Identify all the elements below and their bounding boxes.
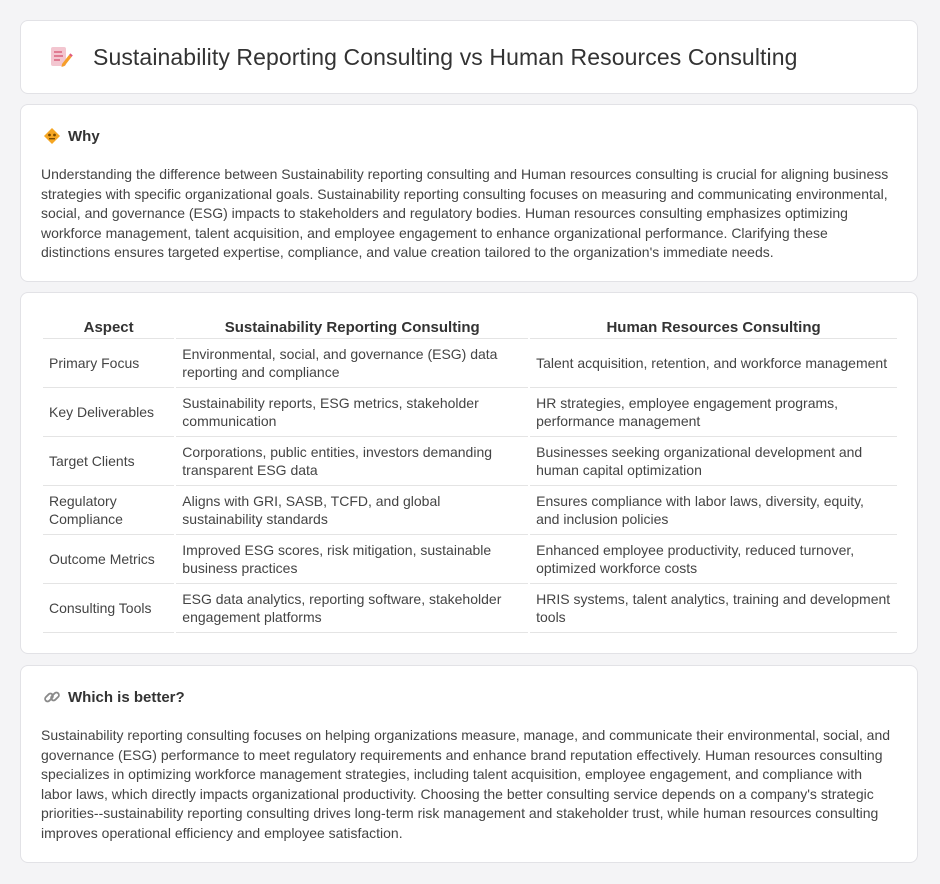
row-aspect: Consulting Tools [43, 584, 174, 633]
row-sustainability: Aligns with GRI, SASB, TCFD, and global sustainability standards [176, 486, 528, 535]
title-row [21, 21, 917, 93]
header-hr: Human Resources Consulting [530, 314, 897, 339]
row-sustainability: Sustainability reports, ESG metrics, stakeholder communication [176, 388, 528, 437]
row-hr: Talent acquisition, retention, and workforce management [530, 339, 897, 388]
better-heading [43, 688, 185, 706]
title-card [20, 20, 918, 94]
table-row [43, 339, 897, 388]
table-row [43, 535, 897, 584]
why-heading [43, 127, 100, 145]
row-hr: Businesses seeking organizational development and human capital optimization [530, 437, 897, 486]
why-text: Understanding the difference between Sustainability reporting consulting and Human resources consulting is crucial for aligning business strategies with specific organizational goals. Sustainability reporting consulting focuses on measuring and communicating environmental, social, and governance (ESG) impacts to stakeholders and regulatory bodies. Human resources consulting emphasizes optimizing workforce management, talent acquisition, and employee engagement to enhance organizational performance. Clarifying these distinctions ensures targeted expertise, compliance, and value creation tailored to the organization's immediate needs. [41, 166, 889, 261]
row-sustainability: Improved ESG scores, risk mitigation, sustainable business practices [176, 535, 528, 584]
better-title: Which is better? [68, 688, 185, 706]
why-title: Why [68, 127, 100, 145]
row-sustainability: Environmental, social, and governance (ESG) data reporting and compliance [176, 339, 528, 388]
table-row [43, 388, 897, 437]
comparison-card [20, 292, 918, 654]
row-aspect: Regulatory Compliance [43, 486, 174, 535]
table-row [43, 437, 897, 486]
row-aspect: Primary Focus [43, 339, 174, 388]
table-header-row [43, 314, 897, 339]
comparison-table [41, 314, 899, 633]
link-icon [43, 688, 61, 706]
row-hr: Enhanced employee productivity, reduced turnover, optimized workforce costs [530, 535, 897, 584]
row-hr: HR strategies, employee engagement programs, performance management [530, 388, 897, 437]
diamond-warning-icon [43, 127, 61, 145]
row-aspect: Target Clients [43, 437, 174, 486]
header-sustainability: Sustainability Reporting Consulting [176, 314, 528, 339]
row-hr: Ensures compliance with labor laws, diversity, equity, and inclusion policies [530, 486, 897, 535]
table-row [43, 584, 897, 633]
better-card [20, 665, 918, 863]
row-hr: HRIS systems, talent analytics, training and development tools [530, 584, 897, 633]
why-card [20, 104, 918, 282]
row-aspect: Outcome Metrics [43, 535, 174, 584]
row-sustainability: Corporations, public entities, investors demanding transparent ESG data [176, 437, 528, 486]
row-aspect: Key Deliverables [43, 388, 174, 437]
table-row [43, 486, 897, 535]
header-aspect: Aspect [43, 314, 174, 339]
row-sustainability: ESG data analytics, reporting software, stakeholder engagement platforms [176, 584, 528, 633]
better-text: Sustainability reporting consulting focuses on helping organizations measure, manage, and communicate their environmental, social, and governance (ESG) performance to meet regulatory requirements and enhance brand reputation effectively. Human resources consulting specializes in optimizing workforce management strategies, including talent acquisition, employee engagement, and compliance with labor laws, which directly impacts organizational productivity. Choosing the better consulting service depends on a company's strategic priorities--sustainability reporting consulting drives long-term risk management and stakeholder trust, while human resources consulting improves operational efficiency and employee satisfaction. [41, 727, 891, 841]
document-edit-icon [47, 44, 73, 70]
page-title: Sustainability Reporting Consulting vs Human Resources Consulting [93, 43, 798, 70]
